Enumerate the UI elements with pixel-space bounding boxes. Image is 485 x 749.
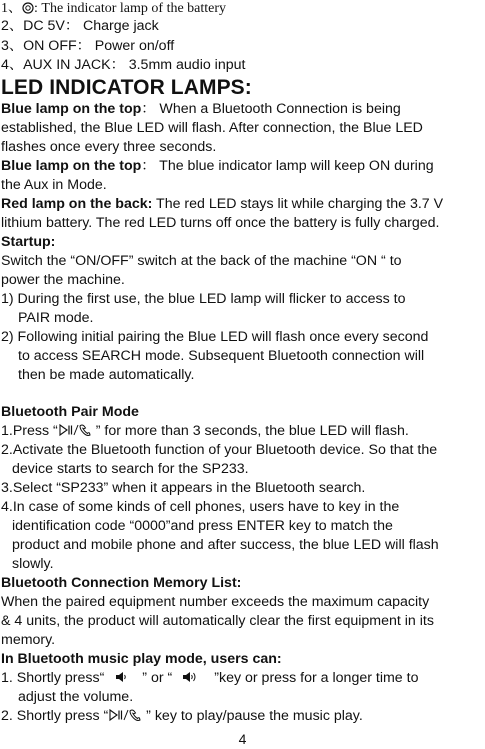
- connector-text: : The indicator lamp of the battery: [34, 1, 227, 16]
- section-heading: LED INDICATOR LAMPS:: [1, 76, 252, 99]
- play-pause-phone-icon: [58, 423, 92, 442]
- connector-number: 3、: [1, 38, 24, 54]
- connector-number: 1、: [1, 1, 22, 16]
- paragraph-line: & 4 units, the product will automatically clear the first equipment in its: [1, 613, 434, 629]
- pair-step-2: 2.Activate the Bluetooth function of your Bluetooth device. So that the: [1, 442, 438, 458]
- blue-lamp-top-paragraph-line: [1, 100, 401, 118]
- play-pause-phone-icon: [108, 708, 142, 727]
- startup-step-2-cont: then be made automatically.: [18, 367, 195, 383]
- blue-lamp-label: Blue lamp on the top: [1, 158, 142, 174]
- page-number: 4: [238, 731, 247, 747]
- music-step-text: ” or “: [142, 670, 173, 686]
- connector-item-2: [1, 17, 159, 35]
- connector-text: ON OFF： Power on/off: [23, 38, 175, 54]
- paragraph-text: ： When a Bluetooth Connection is being: [141, 101, 401, 117]
- red-lamp-paragraph-line: [1, 195, 443, 213]
- blue-lamp-label: Blue lamp on the top: [1, 101, 142, 117]
- pair-step-4-cont: product and mobile phone and after success, the blue LED will flash: [12, 537, 439, 553]
- music-mode-title: In Bluetooth music play mode, users can:: [1, 651, 282, 667]
- pair-step-text: ” for more than 3 seconds, the blue LED will flash.: [91, 423, 409, 439]
- connector-number: 2、: [1, 18, 24, 34]
- pair-step-4-cont: slowly.: [12, 556, 54, 572]
- paragraph-text: ： The blue indicator lamp will keep ON during: [141, 158, 434, 174]
- paragraph-line: Switch the “ON/OFF” switch at the back of the machine “ON “ to: [1, 253, 402, 269]
- connector-text: DC 5V： Charge jack: [23, 18, 159, 34]
- music-step-1: [1, 669, 418, 689]
- volume-up-icon: [182, 670, 198, 689]
- blue-lamp-aux-paragraph-line: [1, 157, 434, 175]
- pair-step-4-cont: identification code “0000”and press ENTER key to match the: [12, 518, 393, 534]
- paragraph-line: established, the Blue LED will flash. After connection, the Blue LED: [1, 120, 423, 136]
- startup-step-1-cont: PAIR mode.: [18, 310, 94, 326]
- paragraph-text: The red LED stays lit while charging the 3.7 V: [152, 196, 444, 212]
- paragraph-line: lithium battery. The red LED turns off once the battery is fully charged.: [1, 215, 440, 231]
- paragraph-line: memory.: [1, 632, 56, 648]
- pair-step-2-cont: device starts to search for the SP233.: [12, 461, 249, 477]
- connector-text: AUX IN JACK： 3.5mm audio input: [23, 57, 246, 73]
- pair-step-4: 4.In case of some kinds of cell phones, users have to key in the: [1, 499, 400, 515]
- music-step-2: [1, 707, 363, 727]
- pair-step-3: 3.Select “SP233” when it appears in the Bluetooth search.: [1, 480, 366, 496]
- connector-number: 4、: [1, 57, 24, 73]
- startup-title: Startup:: [1, 234, 56, 250]
- memory-list-title: Bluetooth Connection Memory List:: [1, 575, 242, 591]
- volume-down-icon: [114, 670, 128, 689]
- paragraph-line: When the paired equipment number exceeds the maximum capacity: [1, 594, 430, 610]
- music-step-1-cont: adjust the volume.: [18, 689, 134, 705]
- music-step-text: 1. Shortly press“: [1, 670, 105, 686]
- pair-step-1: [1, 422, 409, 442]
- red-lamp-label: Red lamp on the back:: [1, 196, 153, 212]
- pair-mode-title: Bluetooth Pair Mode: [1, 404, 139, 420]
- paragraph-line: the Aux in Mode.: [1, 177, 107, 193]
- pair-step-text: 1.Press “: [1, 423, 58, 439]
- music-step-text: 2. Shortly press “: [1, 708, 109, 724]
- music-step-text: ”key or press for a longer time to: [214, 670, 419, 686]
- startup-step-2: 2) Following initial pairing the Blue LED will flash once every second: [1, 329, 429, 345]
- startup-step-1: 1) During the first use, the blue LED lamp will flicker to access to: [1, 291, 406, 307]
- connector-item-4: [1, 56, 245, 74]
- paragraph-line: flashes once every three seconds.: [1, 139, 217, 155]
- paragraph-line: power the machine.: [1, 272, 125, 288]
- music-step-text: ” key to play/pause the music play.: [142, 708, 363, 724]
- connector-item-3: [1, 37, 174, 55]
- startup-step-2-cont: to access SEARCH mode. Subsequent Bluetooth connection will: [18, 348, 425, 364]
